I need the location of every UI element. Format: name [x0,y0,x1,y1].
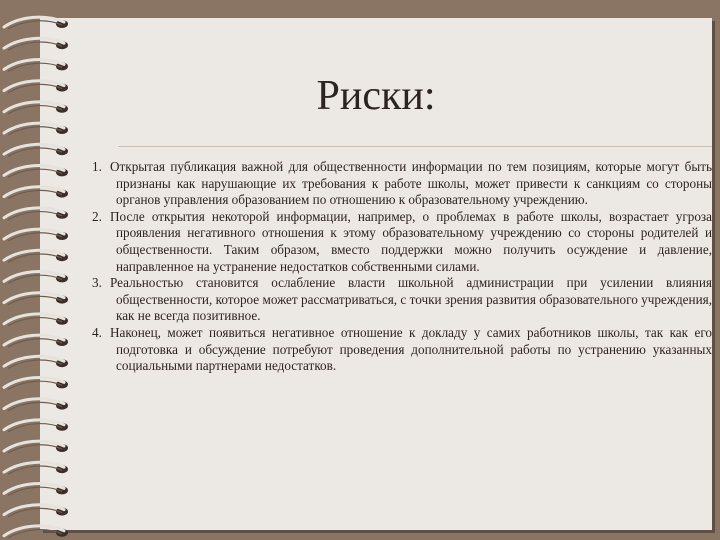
binding-ring-icon [4,505,68,517]
list-item [92,325,712,375]
binding-ring-icon [4,314,68,326]
title-divider [118,146,712,147]
binding-ring-icon [4,187,68,199]
binding-ring-icon [4,208,68,220]
item-text: Открытая публикация важной для общественности информации по тем позициям, которые могут быть признаны как нарушающие их требования к работе школы, может привести к санкциям со стороны органов управления образованием по отношению к образовательному учреждению. [110,159,712,208]
binding-ring-icon [4,441,68,453]
slide-content [92,159,712,375]
slide-title: Риски: [316,73,436,119]
item-number: 2. [92,208,102,224]
item-number: 3. [92,275,102,291]
slide-paper [40,18,712,530]
binding-ring-icon [4,484,68,496]
item-number: 1. [92,159,102,174]
item-text: Наконец, может появиться негативное отношение к докладу у самих работников школы, так как его подготовка и обсуждение потребуют проведения дополнительной работы по устранению указанных социальными партнерами недостатков. [110,324,712,374]
binding-ring-icon [4,399,68,411]
binding-ring-icon [4,17,68,29]
binding-ring-icon [4,38,68,50]
spiral-binding-icon [0,0,72,540]
item-text: Реальностью становится ослабление власти школьной администрации при усилении влияния общественности, которое может рассматриваться, с точки зрения развития образовательного учреждения, как не всегда позитивное. [110,275,712,324]
binding-ring-icon [4,102,68,114]
binding-ring-icon [4,144,68,156]
item-text: После открытия некоторой информации, например, о проблемах в работе школы, возрастает угроза проявления негативного отношения к этому образовательному учреждению со стороны родителей и общественности. Таким образом, вместо поддержки можно получить осуждение и давление, направленное на устранение недостатков собственными силами. [110,208,712,274]
binding-ring-icon [4,526,68,538]
item-number: 4. [92,324,102,340]
binding-ring-icon [4,335,68,347]
binding-ring-icon [4,81,68,93]
list-item [92,159,712,209]
binding-ring-icon [4,420,68,432]
binding-ring-icon [4,272,68,284]
binding-ring-icon [4,250,68,262]
binding-ring-icon [4,166,68,178]
binding-ring-icon [4,123,68,135]
binding-ring-icon [4,293,68,305]
binding-ring-icon [4,356,68,368]
binding-ring-icon [4,462,68,474]
binding-ring-icon [4,229,68,241]
binding-ring-icon [4,378,68,390]
list-item [92,209,712,275]
list-item [92,275,712,325]
binding-ring-icon [4,60,68,72]
